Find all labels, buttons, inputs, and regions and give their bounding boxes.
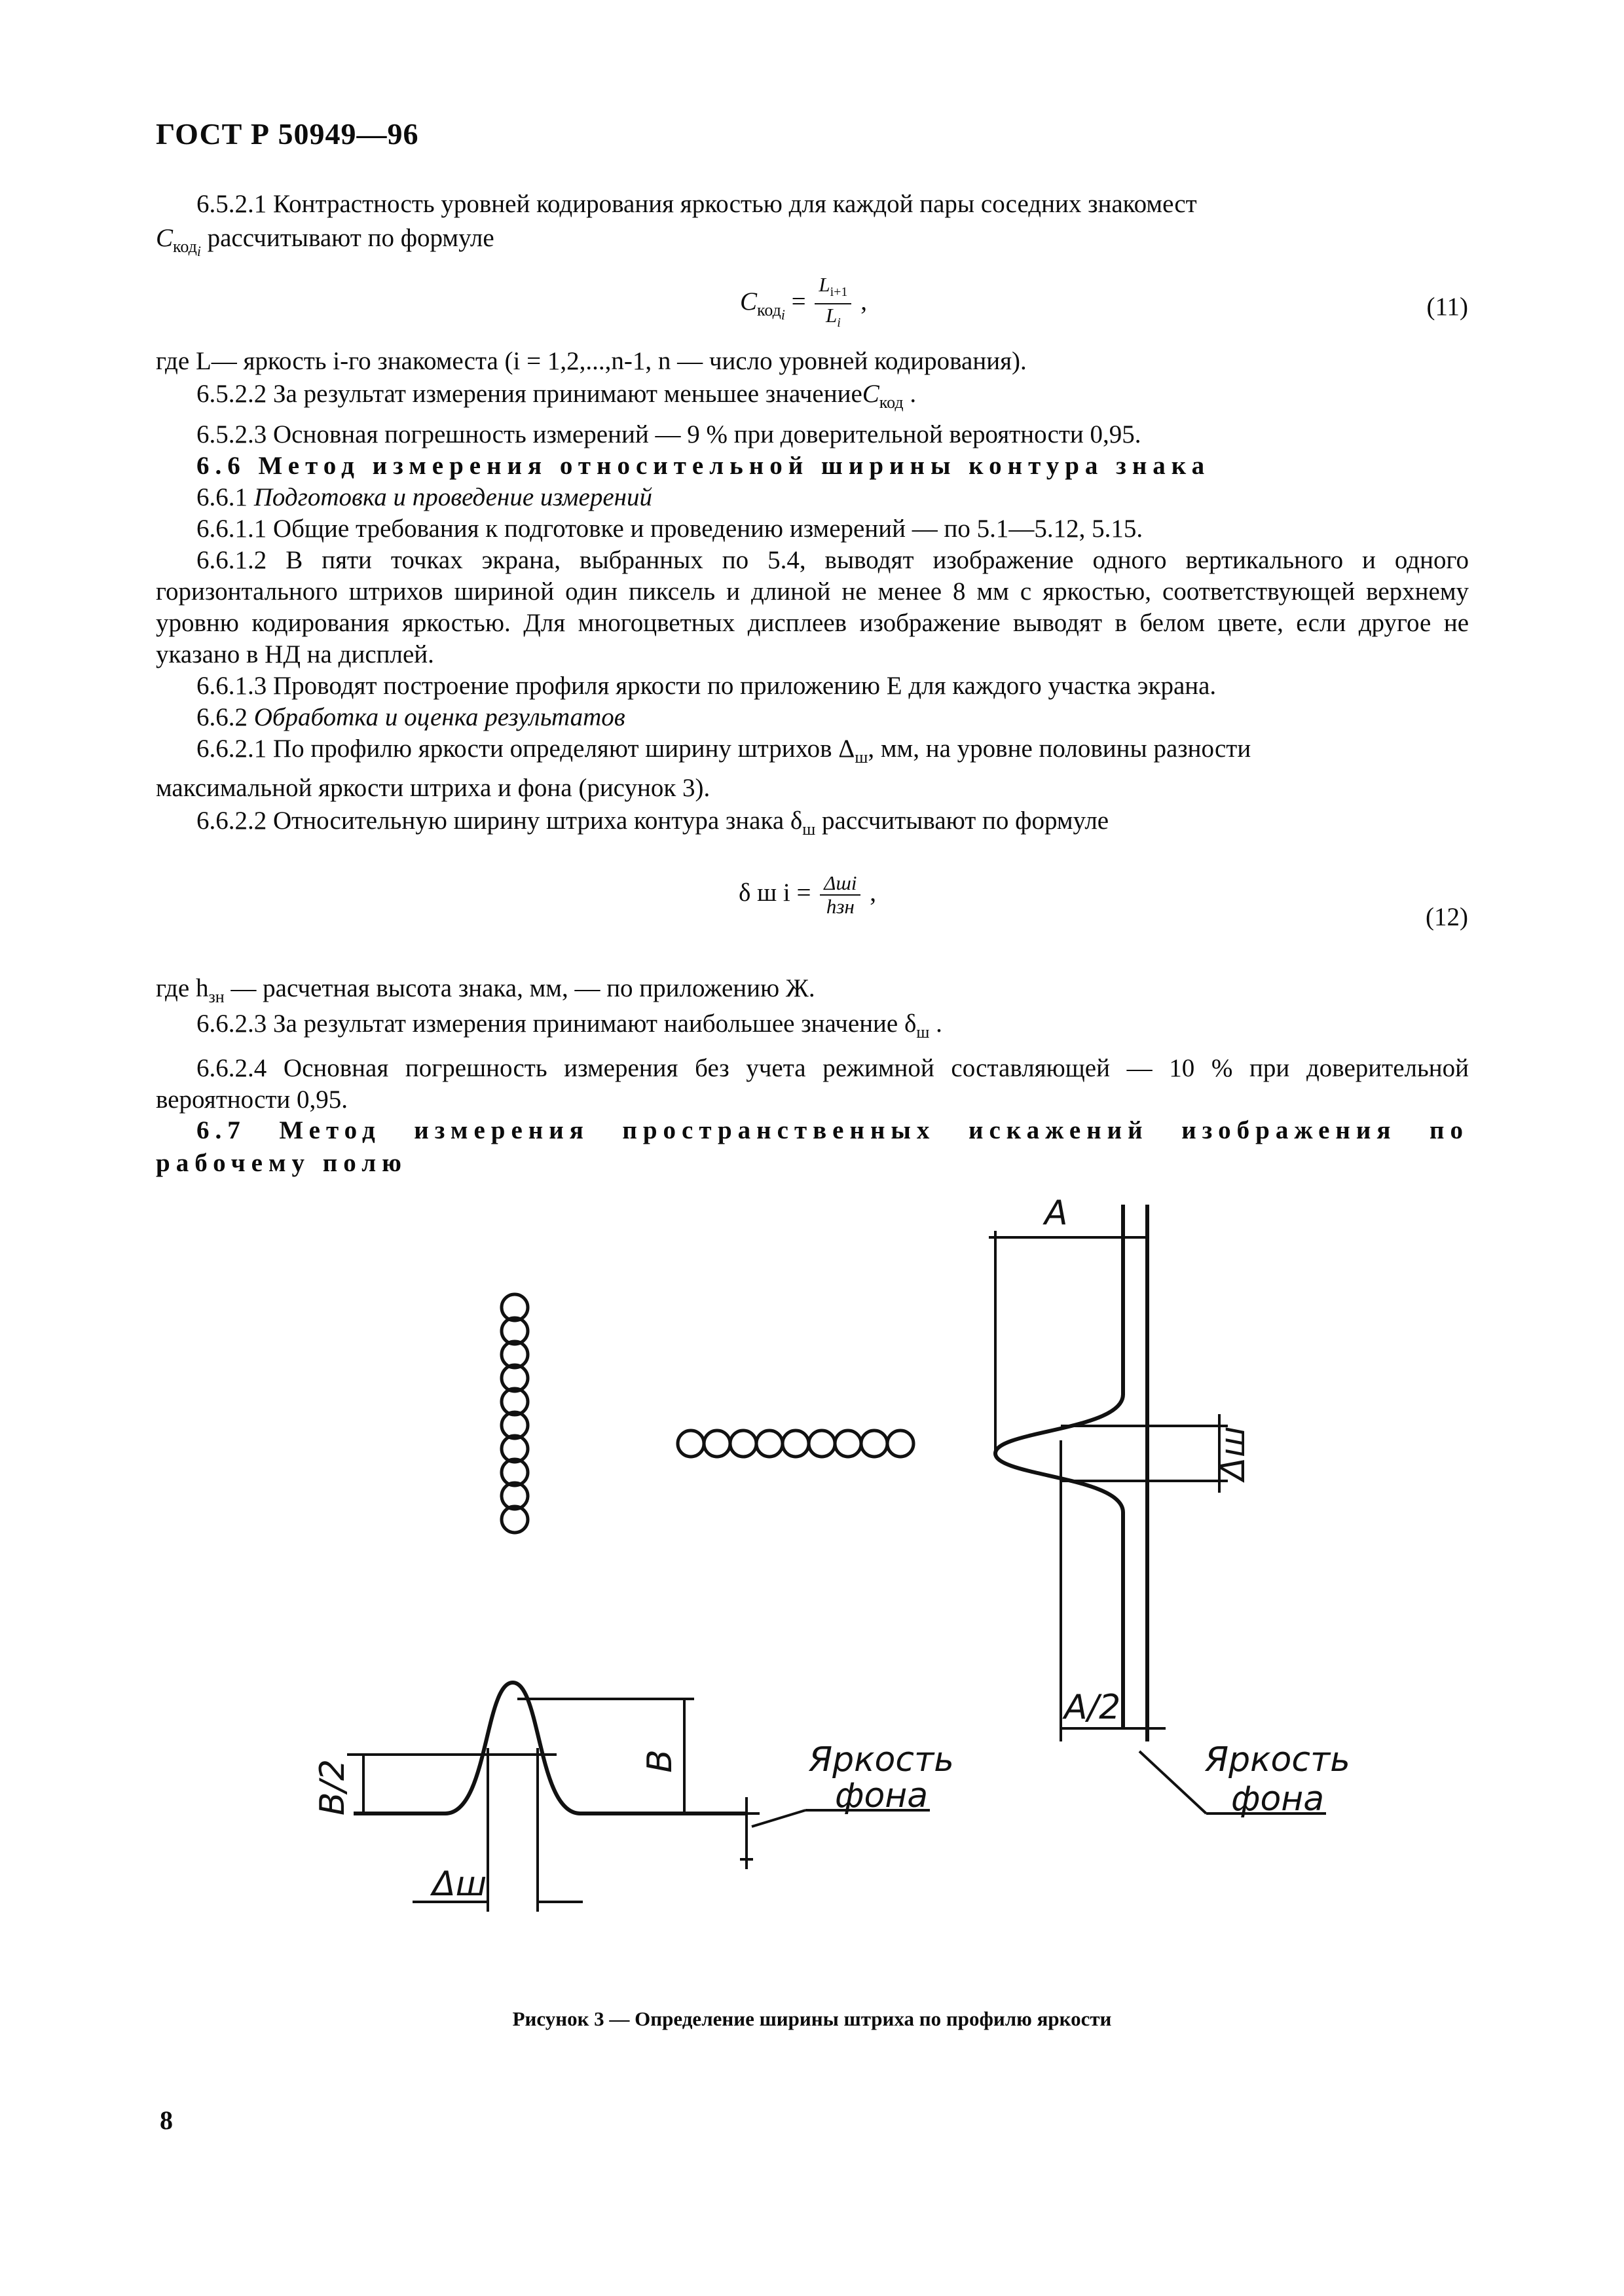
paragraph-6-6-1-1: 6.6.1.1 Общие требования к подготовке и проведению измерений — по 5.1—5.12, 5.15. [196,515,1143,543]
stroke-pixel-circle [887,1430,913,1457]
label-bg-bottom-1: Яркость [809,1740,954,1779]
paragraph-6-6-2-1: 6.6.2.1 По профилю яркости определяют ширину штрихов $\Delta_ш$, мм, на уровне половины разности [196,735,1251,767]
paragraph-6-5-2-2: 6.5.2.2 За результат измерения принимают меньшее значениеC$_{код}$ . [196,380,917,412]
right-bg-leader [1139,1751,1206,1813]
paragraph-6-5-2-1-cont [156,223,1469,267]
paragraph-6-6-2-4: 6.6.2.4 Основная погрешность измерения без учета режимной составляющей — 10 % при доверительной вероятности 0,95. [156,1054,1469,1114]
paragraph-6-6-2-1-cont: максимальной яркости штриха и фона (рисунок 3). [156,774,710,802]
paragraph-6-5-2-1: 6.5.2.1 Контрастность уровней кодирования яркостью для каждой пары соседних знакомест [196,190,1197,218]
right-profile-curve [995,1205,1123,1728]
label-dsh-right: Δш [1213,1426,1253,1481]
stroke-pixel-circle [809,1430,835,1457]
page-number: 8 [160,2105,173,2135]
where-12: где $h_{зн}$ — расчетная высота знака, мм, — по приложению Ж. [156,974,815,1006]
stroke-pixel-circle [704,1430,730,1457]
subscript-kod: кодi [173,236,201,259]
label-bg-right-2: фона [1231,1779,1325,1819]
stroke-pixel-circle [678,1430,704,1457]
paragraph-text: рассчитывают по формуле [200,224,494,252]
formula-12: δ ш i = $\frac{\text{Δшi}}{\text{hзн}}$ , [739,871,876,918]
horizontal-stroke-circles [678,1430,913,1457]
paragraph-6-6-1-2: 6.6.1.2 В пяти точках экрана, выбранных по 5.4, выводят изображение одного вертикального и одного горизонтального штрихов шириной один пиксель и длиной не менее 8 мм с яркостью, соответствующей верхнему уровню кодирования яркостью. Для многоцветных дисплеев изображение выводят в белом цвете, если другое не указано в НД на дисплей. [156,546,1469,668]
bottom-profile-curve [354,1683,747,1813]
label-b2: B/2 [313,1758,352,1816]
paragraph-6-6-2-2: 6.6.2.2 Относительную ширину штриха контура знака $\delta_ш$ рассчитывают по формуле [196,807,1109,839]
stroke-pixel-circle [730,1430,756,1457]
figure-3-diagram [0,1165,1624,2016]
where-11: где L— яркость i-го знакоместа (i = 1,2,...,n-1, n — число уровней кодирования). [156,347,1027,375]
vertical-stroke-circles [502,1294,528,1533]
document-header: ГОСТ Р 50949—96 [156,117,419,151]
label-bg-right-1: Яркость [1205,1740,1350,1779]
formula-11: $C_{код_i}$ = $\frac{L_{i+1}}{L_i}$ , [740,273,867,331]
heading-6-6: 6.6 Метод измерения относительной ширины контура знака [196,452,1211,480]
label-a2: A/2 [1064,1688,1121,1727]
bottom-bg-leader [752,1810,805,1827]
symbol-c: C [156,224,174,252]
figure-caption: Рисунок 3 — Определение ширины штриха по профилю яркости [512,2007,1112,2030]
formula-12-number: (12) [1426,903,1468,931]
paragraph-6-6-1-3: 6.6.1.3 Проводят построение профиля яркости по приложению Е для каждого участка экрана. [196,672,1217,700]
stroke-pixel-circle [861,1430,887,1457]
stroke-pixel-circle [756,1430,783,1457]
label-dsh-bottom: Δш [432,1865,487,1904]
stroke-pixel-circle [783,1430,809,1457]
heading-6-7: 6.7 Метод измерения пространственных искажений изображения по рабочему полю [156,1116,1469,1177]
stroke-pixel-circle [835,1430,861,1457]
label-bg-bottom-2: фона [835,1776,929,1815]
formula-11-number: (11) [1426,293,1468,321]
heading-6-6-1: 6.6.1 Подготовка и проведение измерений [196,483,653,511]
right-profile [989,1205,1326,1813]
heading-6-6-2: 6.6.2 Обработка и оценка результатов [196,703,625,731]
label-a: A [1044,1194,1068,1233]
label-b: B [640,1749,680,1773]
paragraph-6-6-2-3: 6.6.2.3 За результат измерения принимают наибольшее значение $\delta_ш$ . [196,1010,942,1042]
paragraph-6-5-2-3: 6.5.2.3 Основная погрешность измерений — 9 % при доверительной вероятности 0,95. [196,420,1141,448]
